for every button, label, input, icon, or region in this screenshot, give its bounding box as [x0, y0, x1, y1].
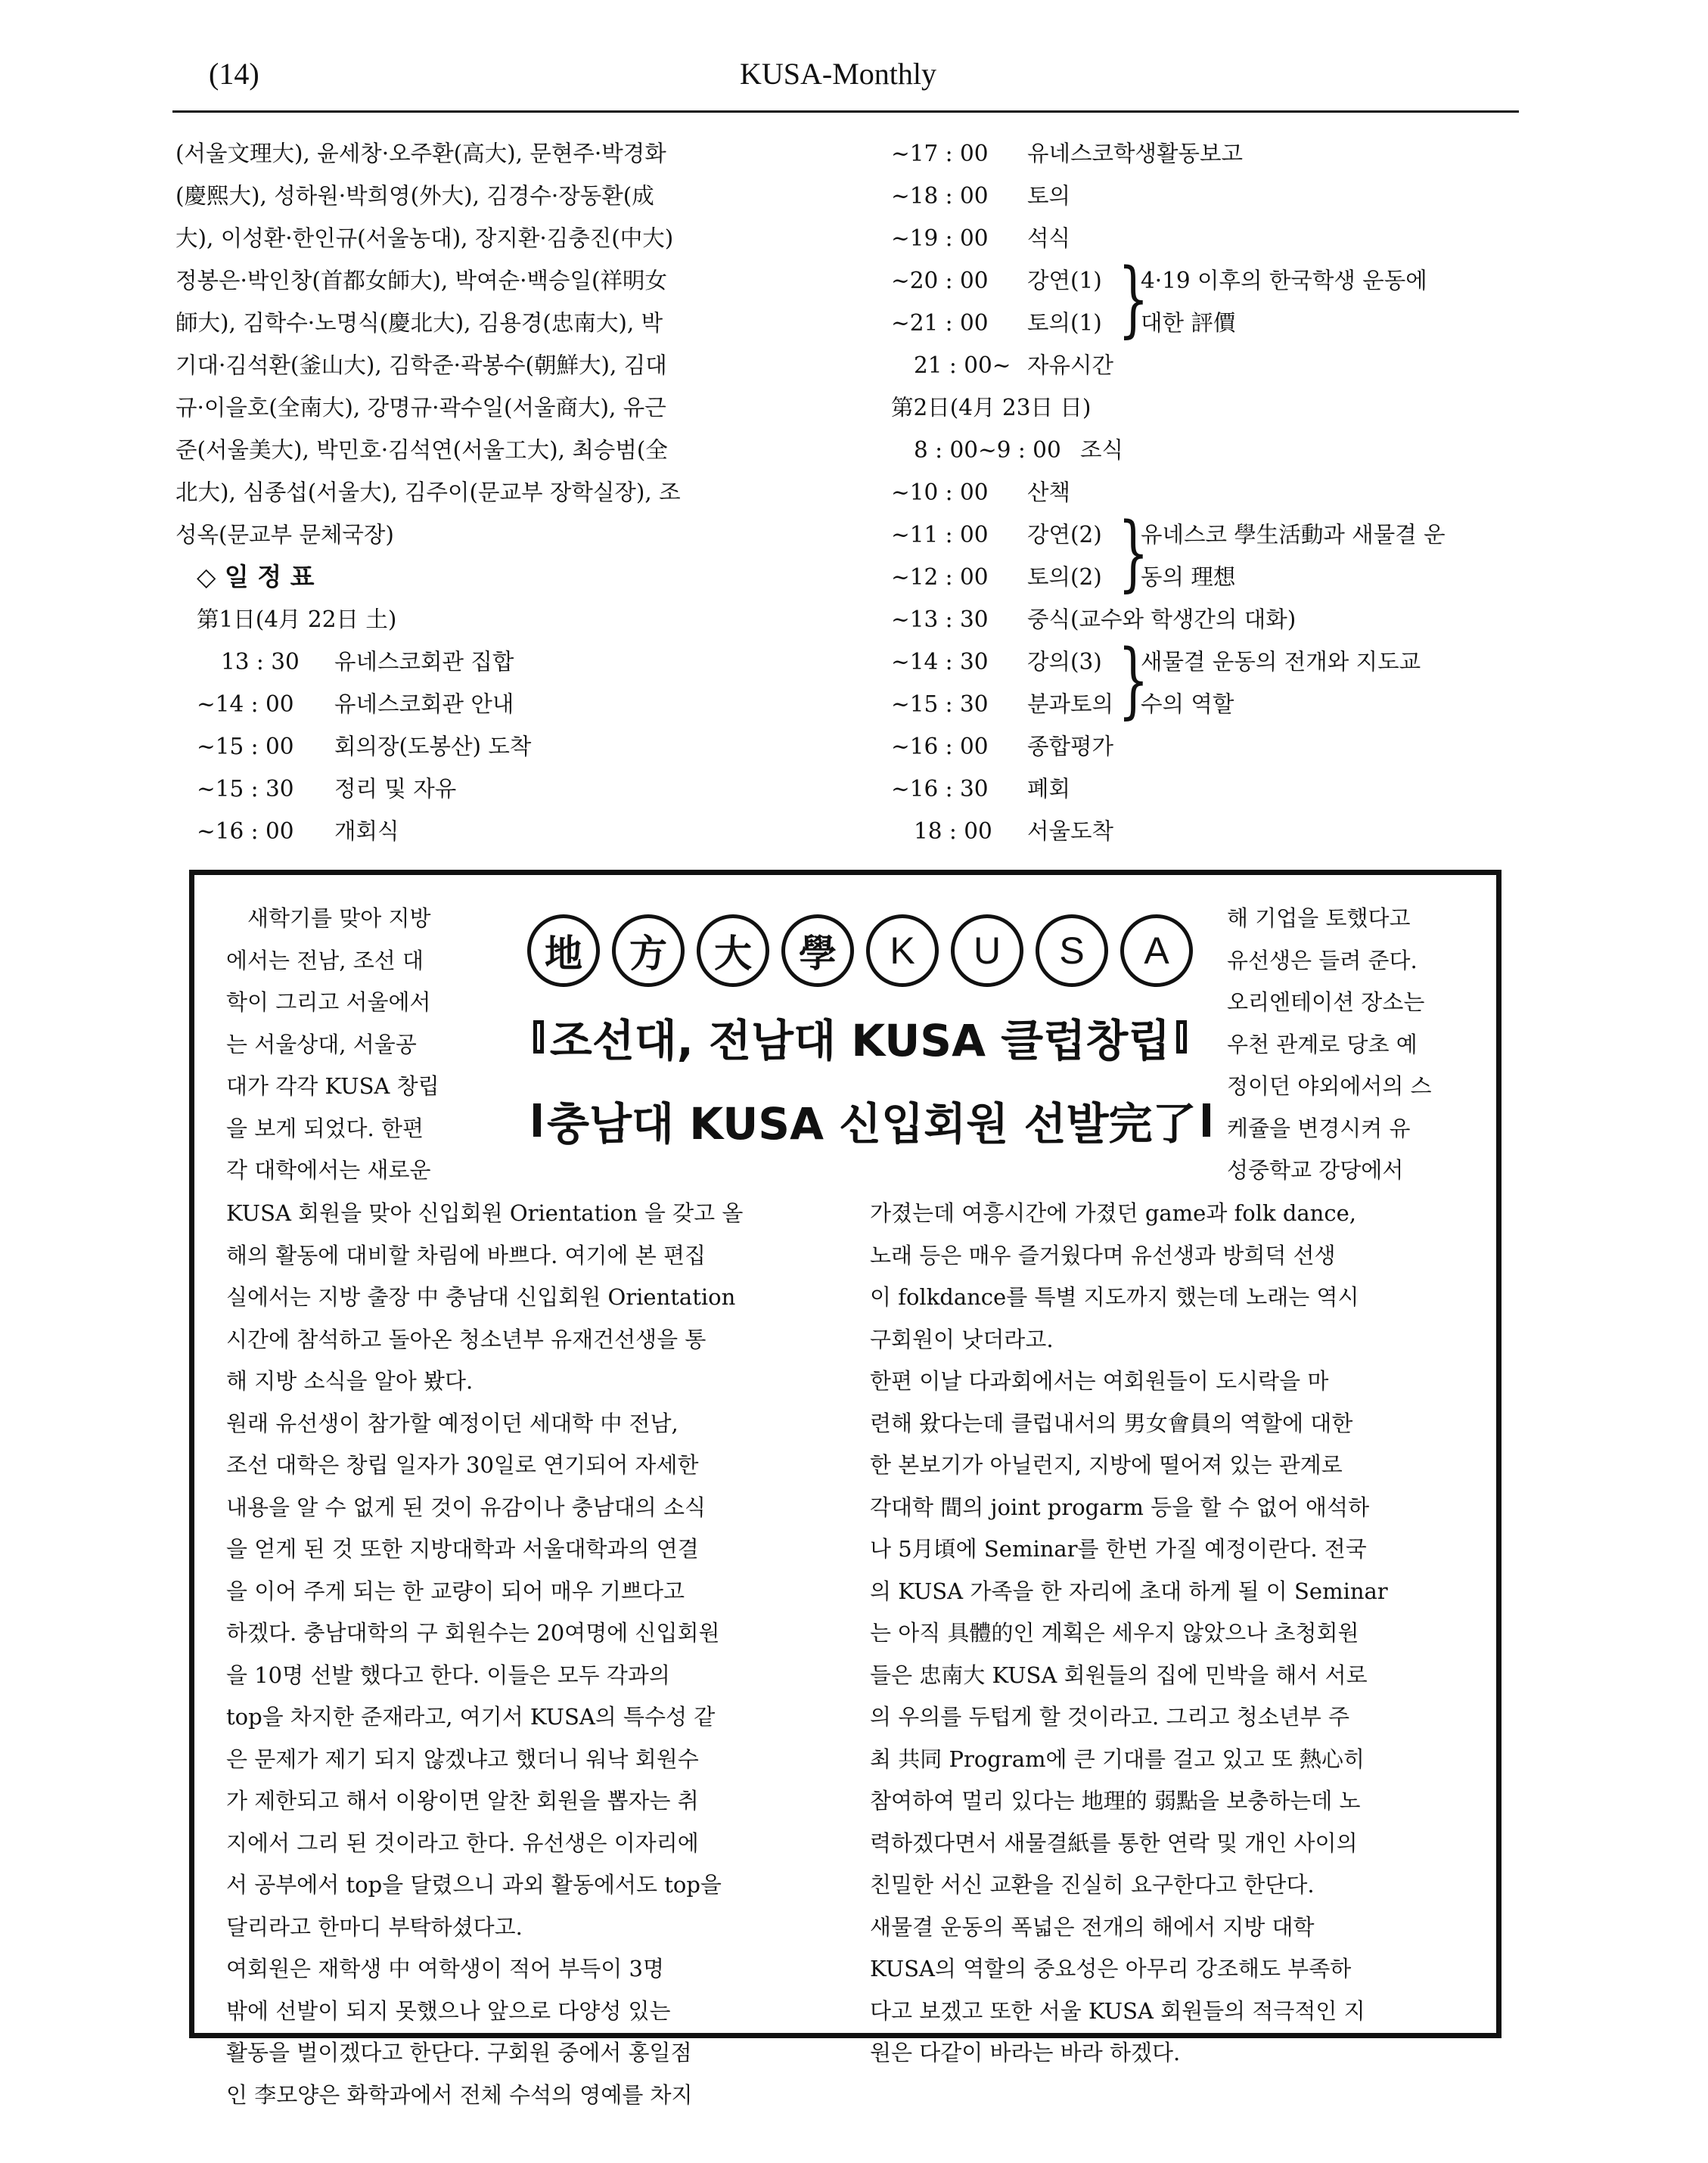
brace-text: 4·19 이후의 한국학생 운동에 [1141, 268, 1427, 293]
schedule-time: ~13 : 30 [891, 607, 989, 632]
text-line: 을 보게 되었다. 한편 [226, 1115, 424, 1141]
schedule-activity: 개회식 [334, 818, 399, 844]
circled-char: 方 [612, 914, 685, 987]
article-body-right [870, 1193, 1483, 2075]
text-line: 다고 보겠고 또한 서울 KUSA 회원들의 적극적인 지 [870, 1997, 1365, 2024]
bracketed-group [891, 253, 1511, 348]
circled-char: U [951, 914, 1023, 987]
text-line: 정봉은·박인창(首都女師大), 박여순·백승일(祥明女 [175, 268, 668, 293]
schedule-row [175, 725, 841, 768]
schedule-row [175, 810, 841, 852]
text-line: 친밀한 서신 교환을 진실히 요구한다고 한단다. [870, 1872, 1315, 1898]
circled-char: K [866, 914, 939, 987]
schedule-activity: 강연(1) [1027, 268, 1102, 293]
brace-text: 유네스코 學生活動과 새물결 운 [1141, 522, 1446, 548]
text-line: 내용을 알 수 없게 된 것이 유감이나 충남대의 소식 [226, 1494, 706, 1520]
schedule-time: ~10 : 00 [891, 479, 989, 505]
text-line: 학이 그리고 서울에서 [226, 989, 431, 1015]
text-line: 을 얻게 된 것 또한 지방대학과 서울대학과의 연결 [226, 1536, 699, 1562]
schedule-activity: 산책 [1027, 479, 1070, 505]
text-line: 원은 다같이 바라는 바라 하겠다. [870, 2040, 1181, 2065]
text-line: KUSA의 역할의 중요성은 아무리 강조해도 부족하 [870, 1956, 1352, 1981]
headline-2-text: 충남대 KUSA 신입회원 선발完了 [547, 1098, 1197, 1150]
text-line: 해 지방 소식을 알아 봤다. [226, 1368, 474, 1394]
text-line: 실에서는 지방 출장 中 충남대 신입회원 Orientation [226, 1284, 736, 1310]
article-side [1227, 898, 1477, 1192]
schedule-column-right [891, 132, 1511, 852]
text-line: 밖에 선발이 되지 못했으나 앞으로 다양성 있는 [226, 1997, 671, 2024]
schedule-time: 21 : 00~ [914, 352, 1011, 378]
brace-text: 새물결 운동의 전개와 지도교 [1141, 649, 1421, 675]
schedule-row [175, 768, 841, 810]
schedule-time: ~18 : 00 [891, 183, 989, 209]
text-line: 시간에 참석하고 돌아온 청소년부 유재건선생을 통 [226, 1326, 706, 1352]
text-line: (서울文理大), 윤세창·오주환(高大), 문현주·박경화 [175, 141, 666, 166]
headline-1 [527, 1005, 1193, 1069]
square-icon [1203, 1103, 1210, 1137]
text-line: 지에서 그리 된 것이라고 한다. 유선생은 이자리에 [226, 1829, 699, 1856]
text-line: 규·이을호(全南大), 강명규·곽수일(서울商大), 유근 [175, 395, 666, 420]
headline-2 [527, 1088, 1197, 1152]
schedule-time: ~14 : 00 [197, 691, 294, 717]
text-line: 준(서울美大), 박민호·김석연(서울工大), 최승범(全 [175, 437, 668, 463]
schedule-time: ~15 : 30 [197, 776, 294, 802]
schedule-activity: 정리 및 자유 [334, 776, 457, 802]
schedule-time: ~17 : 00 [891, 141, 989, 166]
schedule-time: ~16 : 30 [891, 776, 989, 802]
schedule-time: 8 : 00~9 : 00 [914, 437, 1061, 463]
schedule-activity: 유네스코회관 안내 [334, 691, 514, 717]
text-line: 을 10명 선발 했다고 한다. 이들은 모두 각과의 [226, 1662, 670, 1688]
text-line: 우천 관계로 당초 예 [1227, 1031, 1418, 1057]
text-line: 참여하여 멀리 있다는 地理的 弱點을 보충하는데 노 [870, 1788, 1361, 1814]
schedule-activity: 토의(2) [1027, 564, 1102, 590]
schedule-time: ~15 : 00 [197, 734, 294, 759]
text-line: 들은 忠南大 KUSA 회원들의 집에 민박을 해서 서로 [870, 1662, 1368, 1688]
text-line: 각 대학에서는 새로운 [226, 1157, 431, 1183]
text-line: 大), 이성환·한인규(서울농대), 장지환·김충진(中大) [175, 225, 674, 251]
text-line: 師大), 김학수·노명식(慶北大), 김용경(忠南大), 박 [175, 310, 663, 336]
square-icon [533, 1103, 541, 1137]
page-number: (14) [209, 57, 259, 91]
text-line: 련해 왔다는데 클럽내서의 男女會員의 역할에 대한 [870, 1410, 1353, 1436]
text-line: 나 5月頃에 Seminar를 한번 가질 예정이란다. 전국 [870, 1536, 1367, 1562]
circled-char: 地 [527, 914, 600, 987]
schedule-time: ~19 : 00 [891, 225, 989, 251]
schedule-time: ~14 : 30 [891, 649, 989, 675]
text-line: 가졌는데 여흥시간에 가졌던 game과 folk dance, [870, 1200, 1356, 1226]
text-line: 해의 활동에 대비할 차림에 바쁘다. 여기에 본 편집 [226, 1242, 706, 1268]
text-line: 달리라고 한마디 부탁하셨다고. [226, 1913, 523, 1940]
brace-icon: } [1118, 507, 1149, 602]
square-icon [1176, 1020, 1187, 1054]
headline-1-text: 조선대, 전남대 KUSA 클럽창립 [549, 1015, 1171, 1066]
text-line: 한편 이날 다과회에서는 여회원들이 도시락을 마 [870, 1368, 1329, 1394]
text-line: 노래 등은 매우 즐거웠다며 유선생과 방희덕 선생 [870, 1242, 1336, 1268]
text-line: 을 이어 주게 되는 한 교량이 되어 매우 기쁘다고 [226, 1578, 685, 1604]
text-line: 각대학 間의 joint progarm 등을 할 수 없어 애석하 [870, 1494, 1370, 1520]
schedule-activity: 유네스코회관 집합 [334, 649, 514, 675]
text-line: 활동을 벌이겠다고 한단다. 구회원 중에서 홍일점 [226, 2040, 692, 2065]
text-line: 의 우의를 두텁게 할 것이라고. 그리고 청소년부 주 [870, 1704, 1350, 1730]
schedule-activity: 토의(1) [1027, 310, 1102, 336]
schedule-time: ~16 : 00 [891, 734, 989, 759]
square-icon [533, 1020, 544, 1054]
text-line: 조선 대학은 창립 일자가 30일로 연기되어 자세한 [226, 1452, 699, 1478]
day1-label: 第1日(4月 22日 土) [197, 607, 397, 632]
text-line: 하겠다. 충남대학의 구 회원수는 20여명에 신입회원 [226, 1620, 720, 1646]
text-line: top을 차지한 준재라고, 여기서 KUSA의 특수성 같 [226, 1704, 716, 1730]
schedule-activity: 석식 [1027, 225, 1070, 251]
article-box [189, 870, 1501, 2108]
schedule-row [891, 132, 1511, 175]
text-line: KUSA 회원을 맞아 신입회원 Orientation 을 갖고 올 [226, 1200, 744, 1226]
text-line: 가 제한되고 해서 이왕이면 알찬 회원을 뽑자는 취 [226, 1788, 699, 1814]
schedule-activity: 서울도착 [1027, 818, 1113, 844]
schedule-row [891, 725, 1511, 768]
schedule-activity: 토의 [1027, 183, 1070, 209]
schedule-activity: 분과토의 [1027, 691, 1113, 717]
schedule-row [891, 598, 1511, 641]
text-line: 성옥(문교부 문체국장) [175, 522, 394, 548]
schedule-row [891, 471, 1511, 514]
text-line: 력하겠다면서 새물결紙를 통한 연락 및 개인 사이의 [870, 1829, 1358, 1856]
schedule-time: ~12 : 00 [891, 564, 989, 590]
text-line: 北大), 심종섭(서울大), 김주이(문교부 장학실장), 조 [175, 479, 681, 505]
text-line: 기대·김석환(釜山大), 김학준·곽봉수(朝鮮大), 김대 [175, 352, 667, 378]
brace-text: 대한 評價 [1141, 310, 1236, 336]
schedule-time: ~15 : 30 [891, 691, 989, 717]
text-line: (慶熙大), 성하원·박희영(外大), 김경수·장동환(成 [175, 183, 654, 209]
text-line: 이 folkdance를 특별 지도까지 했는데 노래는 역시 [870, 1284, 1359, 1310]
bracketed-group [891, 507, 1511, 602]
schedule-activity: 중식(교수와 학생간의 대화) [1027, 607, 1297, 632]
schedule-time: ~11 : 00 [891, 522, 989, 548]
schedule-row [891, 344, 1511, 386]
article-intro [226, 898, 514, 1192]
participants-and-schedule-column [175, 132, 841, 852]
schedule-activity: 유네스코학생활동보고 [1027, 141, 1243, 166]
text-line: 해 기업을 토했다고 [1227, 905, 1411, 931]
text-line: 서 공부에서 top을 달렸으니 과외 활동에서도 top을 [226, 1872, 722, 1898]
schedule-activity: 조식 [1080, 437, 1123, 463]
bracketed-group [891, 634, 1511, 729]
schedule-row [891, 768, 1511, 810]
schedule-row [891, 810, 1511, 852]
schedule-activity: 자유시간 [1027, 352, 1113, 378]
brace-text: 동의 理想 [1141, 564, 1236, 590]
text-line: 의 KUSA 가족을 한 자리에 초대 하게 될 이 Seminar [870, 1578, 1388, 1604]
schedule-activity: 회의장(도봉산) 도착 [334, 734, 532, 759]
schedule-time: 13 : 30 [221, 649, 300, 675]
page-header [172, 47, 1519, 115]
text-line: 대가 각각 KUSA 창립 [226, 1073, 439, 1099]
schedule-time: ~20 : 00 [891, 268, 989, 293]
headline-area [527, 899, 1197, 1187]
text-line: 원래 유선생이 참가할 예정이던 세대학 中 전남, [226, 1410, 679, 1436]
schedule-time: 18 : 00 [914, 818, 992, 844]
text-line: 은 문제가 제기 되지 않겠냐고 했더니 워낙 회원수 [226, 1746, 699, 1772]
circled-char: 學 [781, 914, 854, 987]
text-line: 는 아직 具體的인 계획은 세우지 않았으나 초청회원 [870, 1620, 1359, 1646]
circled-char: S [1036, 914, 1108, 987]
circled-char: A [1120, 914, 1193, 987]
day2-label: 第2日(4月 23日 日) [891, 395, 1092, 420]
brace-text: 수의 역할 [1141, 691, 1234, 717]
schedule-time: ~21 : 00 [891, 310, 989, 336]
header-rule [172, 110, 1519, 113]
text-line: 에서는 전남, 조선 대 [226, 947, 424, 973]
circled-char: 大 [697, 914, 769, 987]
magazine-title: KUSA-Monthly [740, 57, 937, 91]
text-line: 최 共同 Program에 큰 기대를 걸고 있고 또 熱心히 [870, 1746, 1365, 1772]
schedule-row [175, 683, 841, 725]
schedule-activity: 강의(3) [1027, 649, 1102, 675]
schedule-time: ~16 : 00 [197, 818, 294, 844]
text-line: 성중학교 강당에서 [1227, 1157, 1404, 1183]
schedule-activity: 폐회 [1027, 776, 1070, 802]
schedule-row [891, 175, 1511, 217]
text-line: 한 본보기가 아닐런지, 지방에 떨어져 있는 관계로 [870, 1452, 1343, 1478]
schedule-row [175, 641, 841, 683]
text-line: 새학기를 맞아 지방 [247, 905, 431, 931]
brace-icon: } [1118, 634, 1149, 729]
brace-icon: } [1118, 253, 1149, 348]
text-line: 는 서울상대, 서울공 [226, 1031, 417, 1057]
text-line: 구회원이 낫더라고. [870, 1326, 1054, 1352]
schedule-heading: ◇ 일 정 표 [197, 562, 315, 591]
circled-title [527, 914, 1193, 998]
text-line: 새물결 운동의 폭넓은 전개의 해에서 지방 대학 [870, 1913, 1315, 1940]
article-body-left [226, 1193, 839, 2116]
text-line: 유선생은 들려 준다. [1227, 947, 1418, 973]
text-line: 오리엔테이션 장소는 [1227, 989, 1425, 1015]
text-line: 케쥴을 변경시켜 유 [1227, 1115, 1411, 1141]
schedule-row [891, 217, 1511, 259]
schedule-activity: 강연(2) [1027, 522, 1102, 548]
text-line: 여회원은 재학생 中 여학생이 적어 부득이 3명 [226, 1956, 664, 1981]
text-line: 정이던 야외에서의 스 [1227, 1073, 1432, 1099]
text-line: 인 李모양은 화학과에서 전체 수석의 영예를 차지 [226, 2081, 693, 2108]
schedule-activity: 종합평가 [1027, 734, 1113, 759]
schedule-row [891, 429, 1511, 471]
